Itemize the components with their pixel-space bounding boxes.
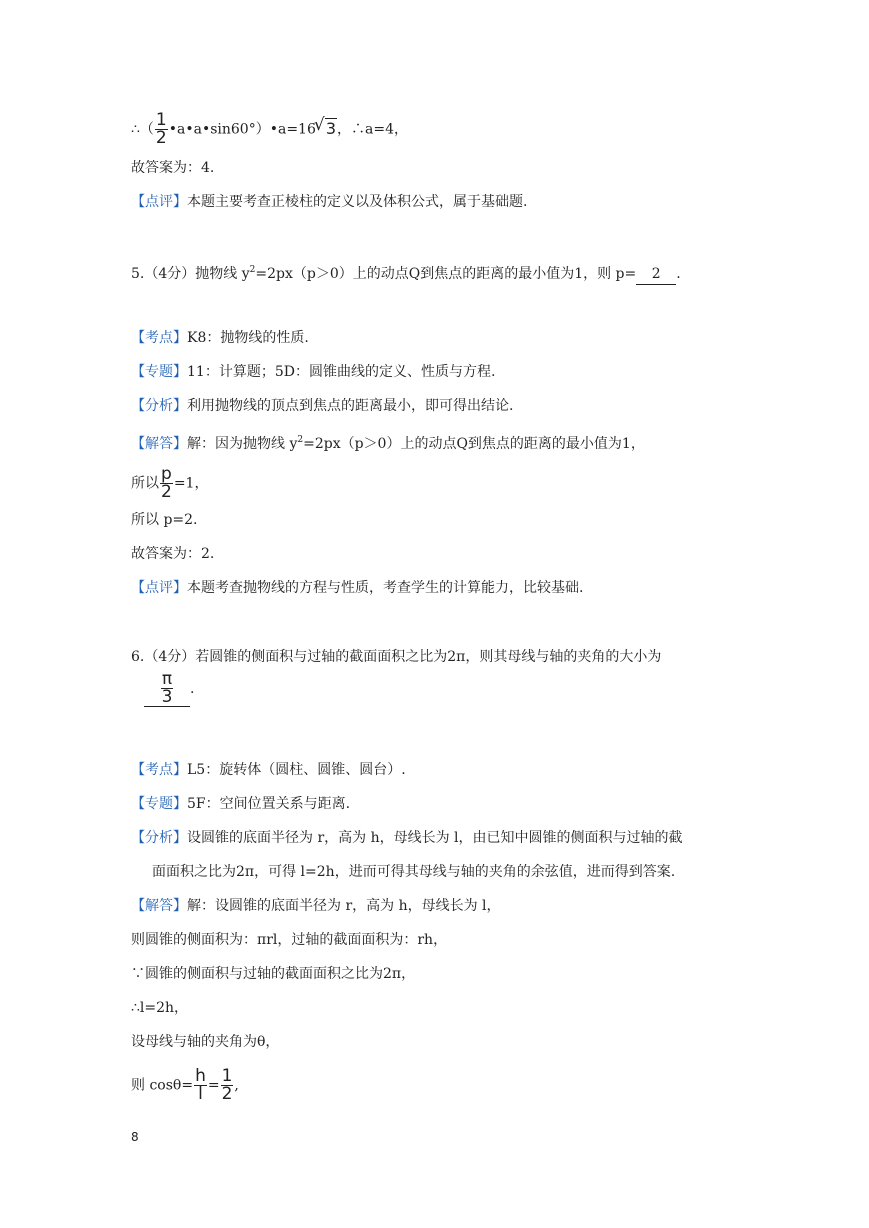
question-5-stem: 5.（4分）抛物线 $y^2=2px(p>0)$上的动点Q到焦点的距离的最小值为1，则 p= 2 . [131, 260, 681, 285]
fenxi-line: 【分析】利用抛物线的顶点到焦点的距离最小，即可得出结论. [131, 398, 514, 414]
answer-blank: 2 [636, 264, 676, 285]
solution-line: 设母线与轴的夹角为θ， [131, 1034, 280, 1050]
fraction-half: $\frac{1}{2}$ [221, 1066, 233, 1104]
answer-blank: $\frac{\pi}{3}$ . [144, 671, 190, 707]
fenxi-line-cont: 面面积之比为2π，可得 l=2h，进而可得其母线与轴的夹角的余弦值，进而得到答案. [152, 864, 676, 880]
formula-line: ∴（ $\frac{1}{2}$ •a•a•sin60°）•a=16 √ 3，∴a=4， [131, 110, 409, 148]
jieda-line: 【解答】解：因为抛物线 $y^2=2px(p>0)$上的动点Q到焦点的距离的最小值为1， [131, 435, 645, 452]
fraction-p-over-2: $\frac{p}{2}$ [161, 464, 172, 502]
review-line: 【点评】本题主要考查正棱柱的定义以及体积公式，属于基础题. [131, 194, 528, 210]
answer-line: 故答案为：2. [131, 546, 215, 562]
sqrt-three: √ 3 [313, 114, 337, 138]
solution-line: 则圆锥的侧面积为：πrl，过轴的截面面积为：rh， [131, 932, 448, 948]
so-p-half-line: 所以 $\frac{p}{2}$ =1， [131, 464, 209, 502]
fraction-pi-over-3: $\frac{\pi}{3}$ [161, 669, 173, 707]
kaodian-line: 【考点】K8：抛物线的性质. [131, 330, 309, 346]
so-p-line: 所以 p=2. [131, 512, 198, 528]
fraction-h-over-l: $\frac{h}{l}$ [195, 1066, 206, 1104]
cos-line: 则 cosθ= $\frac{h}{l}$ = $\frac{1}{2}$ , [131, 1066, 239, 1104]
solution-line: ∵圆锥的侧面积与过轴的截面面积之比为2π， [131, 966, 416, 982]
fenxi-line: 【分析】设圆锥的底面半径为 r，高为 h，母线长为 l，由已知中圆锥的侧面积与过轴的截 [131, 830, 683, 846]
zhuanti-line: 【专题】11：计算题；5D：圆锥曲线的定义、性质与方程. [131, 364, 496, 380]
jieda-line: 【解答】解：设圆锥的底面半径为 r，高为 h，母线长为 l， [131, 898, 501, 914]
zhuanti-line: 【专题】5F：空间位置关系与距离. [131, 796, 351, 812]
review-line: 【点评】本题考查抛物线的方程与性质，考查学生的计算能力，比较基础. [131, 580, 584, 596]
answer-line: 故答案为：4. [131, 160, 215, 176]
solution-line: ∴l=2h， [131, 1000, 189, 1016]
question-6-stem: 6.（4分）若圆锥的侧面积与过轴的截面面积之比为2π，则其母线与轴的夹角的大小为 [131, 649, 662, 665]
review-tag: 【点评】 [131, 194, 187, 210]
fraction-half: $\frac{1}{2}$ [155, 110, 167, 148]
page-number: 8 [131, 1130, 139, 1144]
kaodian-line: 【考点】L5：旋转体（圆柱、圆锥、圆台）. [131, 762, 406, 778]
